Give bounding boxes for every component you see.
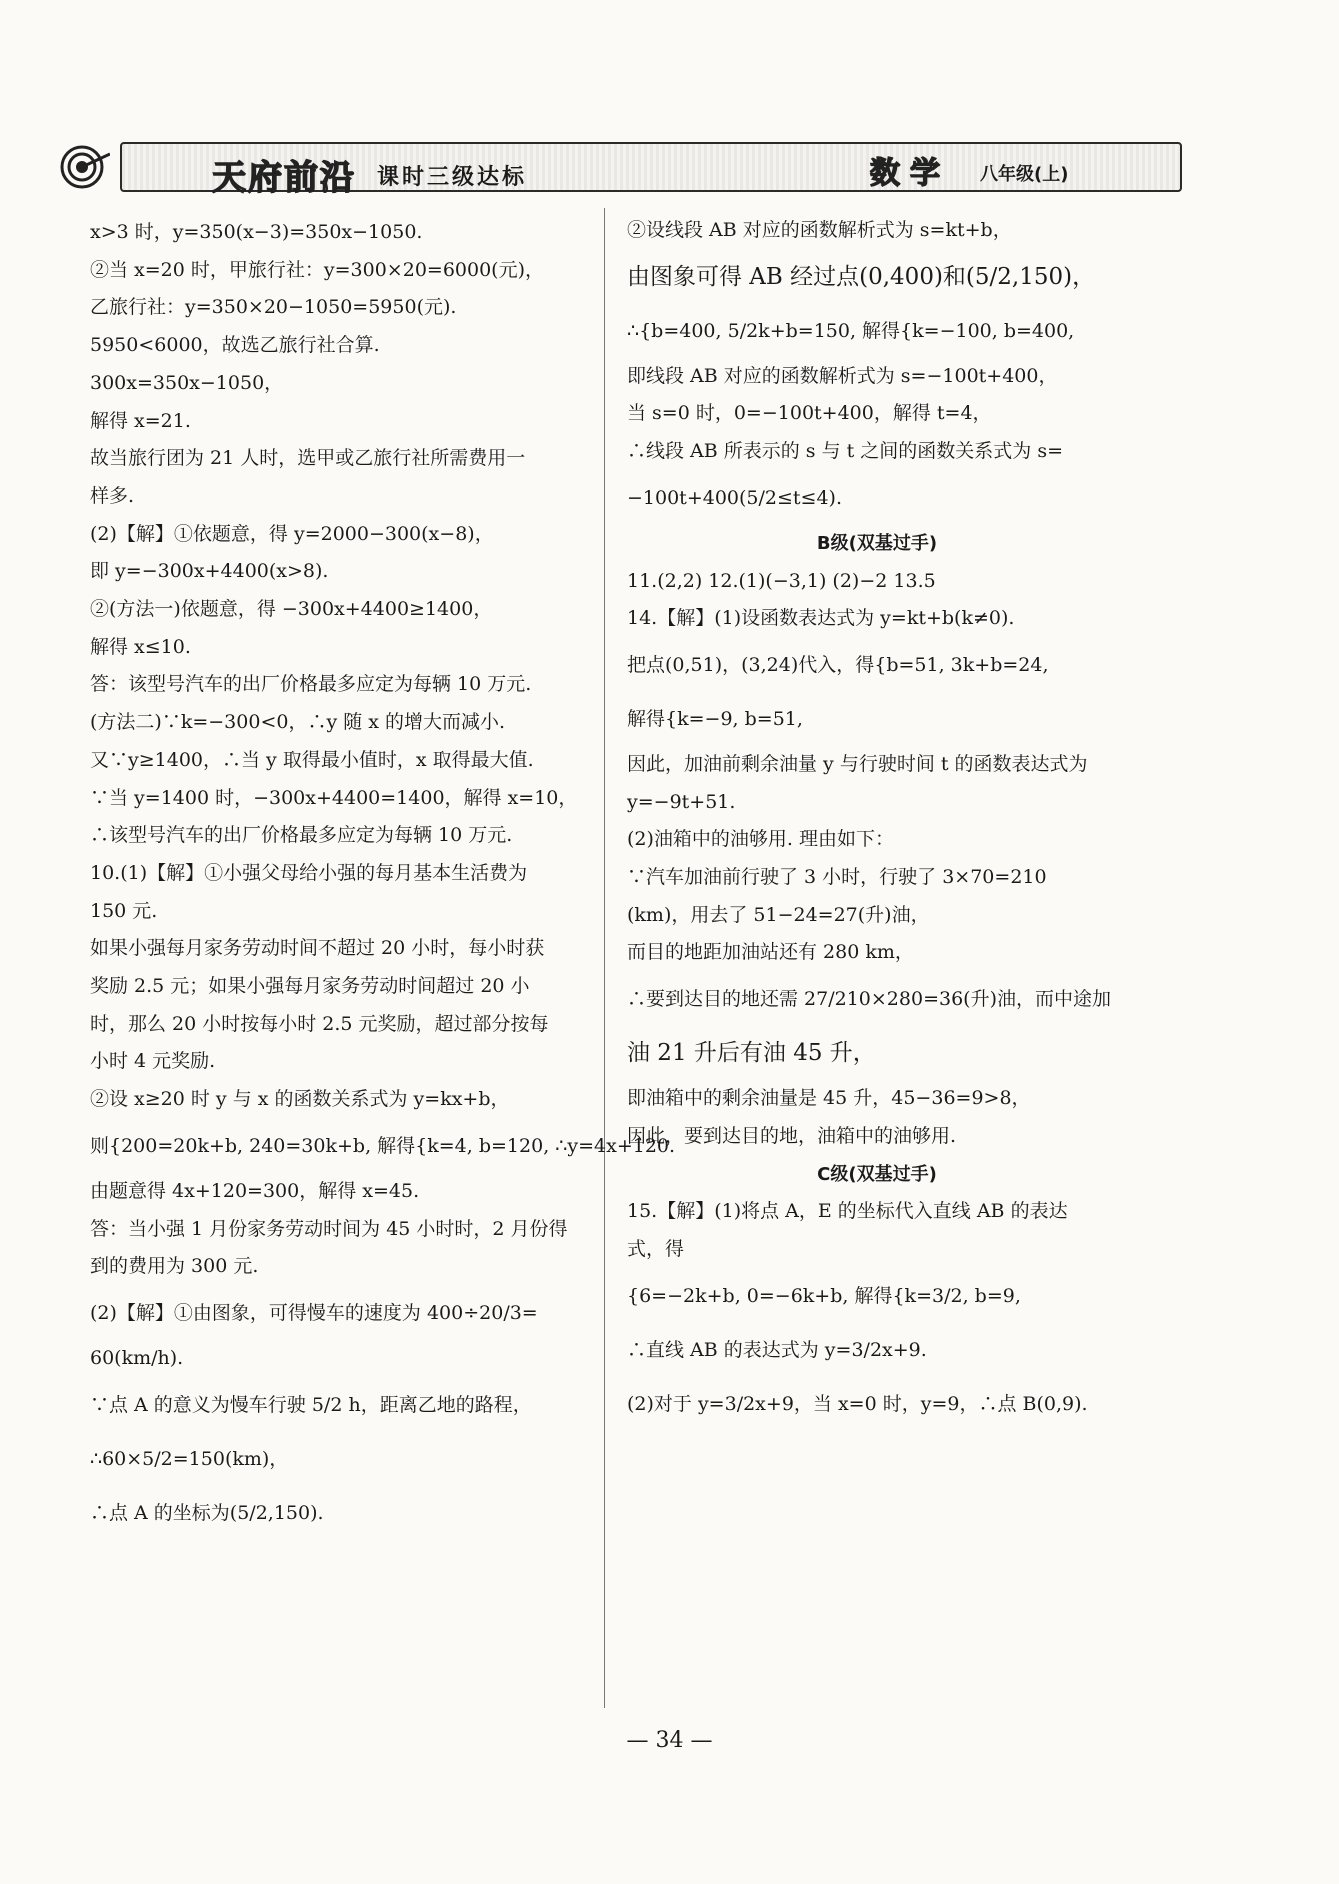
text-line: 由图象可得 AB 经过点(0,400)和(5/2,150)，: [627, 263, 1096, 290]
text-line: y=−9t+51.: [627, 790, 736, 813]
text-line: 解得 x≤10.: [90, 635, 191, 658]
text-line: x>3 时，y=350(x−3)=350x−1050.: [90, 221, 423, 243]
text-line: 油 21 升后有油 45 升，: [627, 1040, 876, 1067]
text-line: 14.【解】(1)设函数表达式为 y=kt+b(k≠0).: [627, 607, 1015, 630]
text-line: (2)油箱中的油够用. 理由如下：: [627, 828, 894, 851]
text-line: ∵汽车加油前行驶了 3 小时，行驶了 3×70=210: [627, 866, 1047, 889]
header-banner: [120, 142, 1182, 198]
text-line: ②当 x=20 时，甲旅行社：y=300×20=6000(元)，: [90, 258, 545, 281]
text-line: 5950<6000，故选乙旅行社合算.: [90, 334, 380, 357]
text-line: ②设 x≥20 时 y 与 x 的函数关系式为 y=kx+b，: [90, 1088, 510, 1111]
text-line: ②设线段 AB 对应的函数解析式为 s=kt+b，: [627, 219, 1012, 241]
text-line: 又∵y≥1400，∴当 y 取得最小值时，x 取得最大值.: [90, 748, 534, 771]
subject-label: 数学: [870, 156, 950, 191]
equation-line: 把点(0,51)，(3,24)代入，得{b=51, 3k+b=24,: [627, 653, 1049, 676]
text-line: 300x=350x−1050，: [90, 371, 284, 394]
page-number: — 34 —: [626, 1728, 713, 1753]
text-line: ∴点 A 的坐标为(5/2,150).: [90, 1501, 324, 1524]
equation-line: 则{200=20k+b, 240=30k+b, 解得{k=4, b=120, ∴y=4x+120.: [90, 1134, 676, 1157]
text-line: 而目的地距加油站还有 280 km，: [627, 941, 914, 964]
text-line: 由题意得 4x+120=300，解得 x=45.: [90, 1179, 420, 1202]
text-line: ∴线段 AB 所表示的 s 与 t 之间的函数关系式为 s=: [627, 440, 1064, 463]
grade-label: 八年级(上): [980, 164, 1069, 185]
text-line: 因此，要到达目的地，油箱中的油够用.: [627, 1124, 957, 1147]
text-line: 当 s=0 时，0=−100t+400，解得 t=4，: [627, 402, 992, 425]
equation-line: ∴{b=400, 5/2k+b=150, 解得{k=−100, b=400,: [627, 319, 1075, 342]
text-line: ②(方法一)依题意，得 −300x+4400≥1400，: [90, 598, 493, 621]
text-line: (km)，用去了 51−24=27(升)油，: [627, 903, 930, 926]
text-line: ∴该型号汽车的出厂价格最多应定为每辆 10 万元.: [90, 824, 513, 847]
text-line: 即油箱中的剩余油量是 45 升，45−36=9>8，: [627, 1087, 1031, 1110]
text-line: 150 元.: [90, 899, 158, 922]
text-line: 11.(2,2) 12.(1)(−3,1) (2)−2 13.5: [627, 569, 936, 592]
text-line: 10.(1)【解】①小强父母给小强的每月基本生活费为: [90, 861, 528, 884]
text-line: 乙旅行社：y=350×20−1050=5950(元).: [90, 296, 457, 319]
text-line: 答：当小强 1 月份家务劳动时间为 45 小时时，2 月份得: [90, 1217, 568, 1240]
equation-line: {6=−2k+b, 0=−6k+b, 解得{k=3/2, b=9,: [627, 1284, 1021, 1307]
text-line: 答：该型号汽车的出厂价格最多应定为每辆 10 万元.: [90, 673, 532, 696]
text-line: 故当旅行团为 21 人时，选甲或乙旅行社所需费用一: [90, 447, 526, 470]
text-line: ∵当 y=1400 时，−300x+4400=1400，解得 x=10，: [90, 786, 578, 809]
target-logo-icon: [60, 142, 110, 192]
text-line: 到的费用为 300 元.: [90, 1255, 259, 1278]
text-line: 时，那么 20 小时按每小时 2.5 元奖励，超过部分按每: [90, 1012, 549, 1035]
text-line: 60(km/h).: [90, 1346, 184, 1369]
text-line: ∴60×5/2=150(km)，: [90, 1447, 289, 1470]
section-heading-b: B级(双基过手): [816, 532, 938, 554]
text-line: (2)【解】①由图象，可得慢车的速度为 400÷20/3=: [90, 1301, 538, 1324]
text-line: −100t+400(5/2≤t≤4).: [627, 486, 843, 509]
page-header: [60, 138, 1120, 198]
text-line: 解得 x=21.: [90, 409, 191, 432]
section-heading-c: C级(双基过手): [817, 1163, 937, 1185]
right-column: [627, 212, 1127, 1431]
text-line: (2)对于 y=3/2x+9，当 x=0 时，y=9，∴点 B(0,9).: [627, 1392, 1088, 1415]
text-line: ∵点 A 的意义为慢车行驶 5/2 h，距离乙地的路程，: [90, 1393, 532, 1416]
text-line: 小时 4 元奖励.: [90, 1050, 216, 1073]
text-line: 式，得: [627, 1237, 685, 1260]
text-line: 因此，加油前剩余油量 y 与行驶时间 t 的函数表达式为: [627, 752, 1088, 775]
text-line: (方法二)∵k=−300<0，∴y 随 x 的增大而减小.: [90, 711, 506, 734]
brand-title: 天府前沿: [212, 158, 356, 198]
series-subtitle: 课时三级达标: [377, 165, 528, 190]
text-line: 15.【解】(1)将点 A，E 的坐标代入直线 AB 的表达: [627, 1200, 1068, 1223]
text-line: 如果小强每月家务劳动时间不超过 20 小时，每小时获: [90, 937, 545, 960]
text-line: 样多.: [90, 484, 135, 507]
text-line: 即线段 AB 对应的函数解析式为 s=−100t+400，: [627, 364, 1058, 387]
text-line: 即 y=−300x+4400(x>8).: [90, 560, 329, 583]
equation-line: 解得{k=−9, b=51,: [627, 707, 803, 730]
text-line: (2)【解】①依题意，得 y=2000−300(x−8)，: [90, 522, 494, 545]
text-line: 奖励 2.5 元；如果小强每月家务劳动时间超过 20 小: [90, 975, 530, 998]
text-line: ∴要到达目的地还需 27/210×280=36(升)油，而中途加: [627, 988, 1111, 1011]
text-line: ∴直线 AB 的表达式为 y=3/2x+9.: [627, 1338, 927, 1361]
